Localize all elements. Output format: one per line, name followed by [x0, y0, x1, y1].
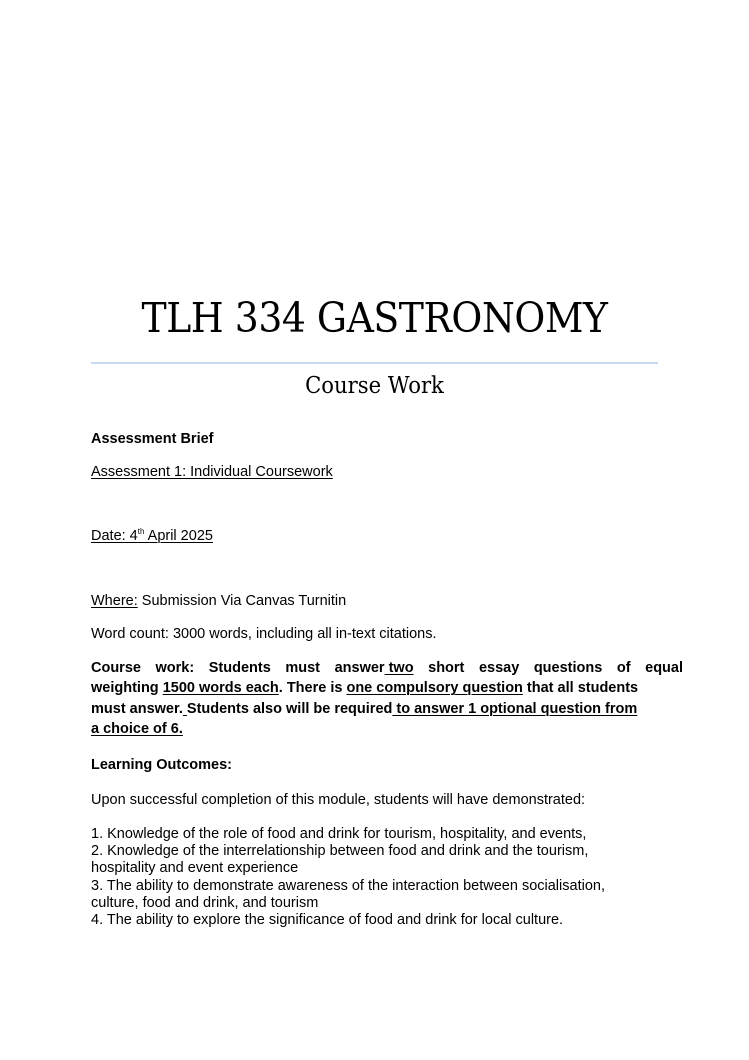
learning-outcome-continuation: culture, food and drink, and tourism [91, 894, 319, 911]
assessment-brief-heading: Assessment Brief [91, 431, 214, 447]
learning-outcomes-list [91, 826, 651, 929]
date-label: Date: 4 [91, 528, 138, 544]
compulsory-emphasis: one compulsory question [346, 680, 523, 697]
learning-outcomes-heading: Learning Outcomes: [91, 757, 232, 773]
document-subtitle: Course Work [305, 373, 444, 399]
date-rest: April 2025 [144, 528, 213, 544]
learning-outcome-item: 1. Knowledge of the role of food and drink for tourism, hospitality, and events, [91, 826, 587, 842]
learning-outcome-item: 3. The ability to demonstrate awareness of the interaction between socialisation, [91, 877, 605, 894]
assessment-date [91, 528, 213, 545]
word-count: Word count: 3000 words, including all in-text citations. [91, 626, 437, 642]
where-label: Where: [91, 593, 138, 609]
word-count-emphasis: 1500 words each [162, 680, 279, 697]
learning-outcome-item: 4. The ability to explore the significance of food and drink for local culture. [91, 912, 564, 929]
title-divider [91, 362, 658, 364]
learning-outcome-continuation: hospitality and event experience [91, 860, 299, 877]
submission-location [91, 593, 346, 610]
assessment-name: Assessment 1: Individual Coursework [91, 464, 333, 480]
course-work-line-4: a choice of 6. [91, 720, 183, 737]
document-title: TLH 334 GASTRONOMY [141, 294, 608, 342]
course-work-line-3: must answer. Students also will be required to answer 1 optional question from [91, 700, 638, 717]
learning-outcome-item: 2. Knowledge of the interrelationship between food and drink and the tourism, [91, 843, 589, 860]
where-value: Submission Via Canvas Turnitin [137, 593, 347, 609]
course-work-line-2: weighting 1500 words each. There is one compulsory question that all students [91, 680, 639, 697]
learning-outcomes-intro: Upon successful completion of this module, students will have demonstrated: [91, 792, 586, 808]
date-ordinal: th [137, 527, 145, 536]
optional-emphasis: to answer 1 optional question from [392, 700, 638, 717]
two-emphasis: two [388, 660, 414, 676]
course-work-instructions [91, 658, 683, 739]
course-work-line-1: Course work: Students must answer two short essay questions of equal [91, 660, 683, 676]
